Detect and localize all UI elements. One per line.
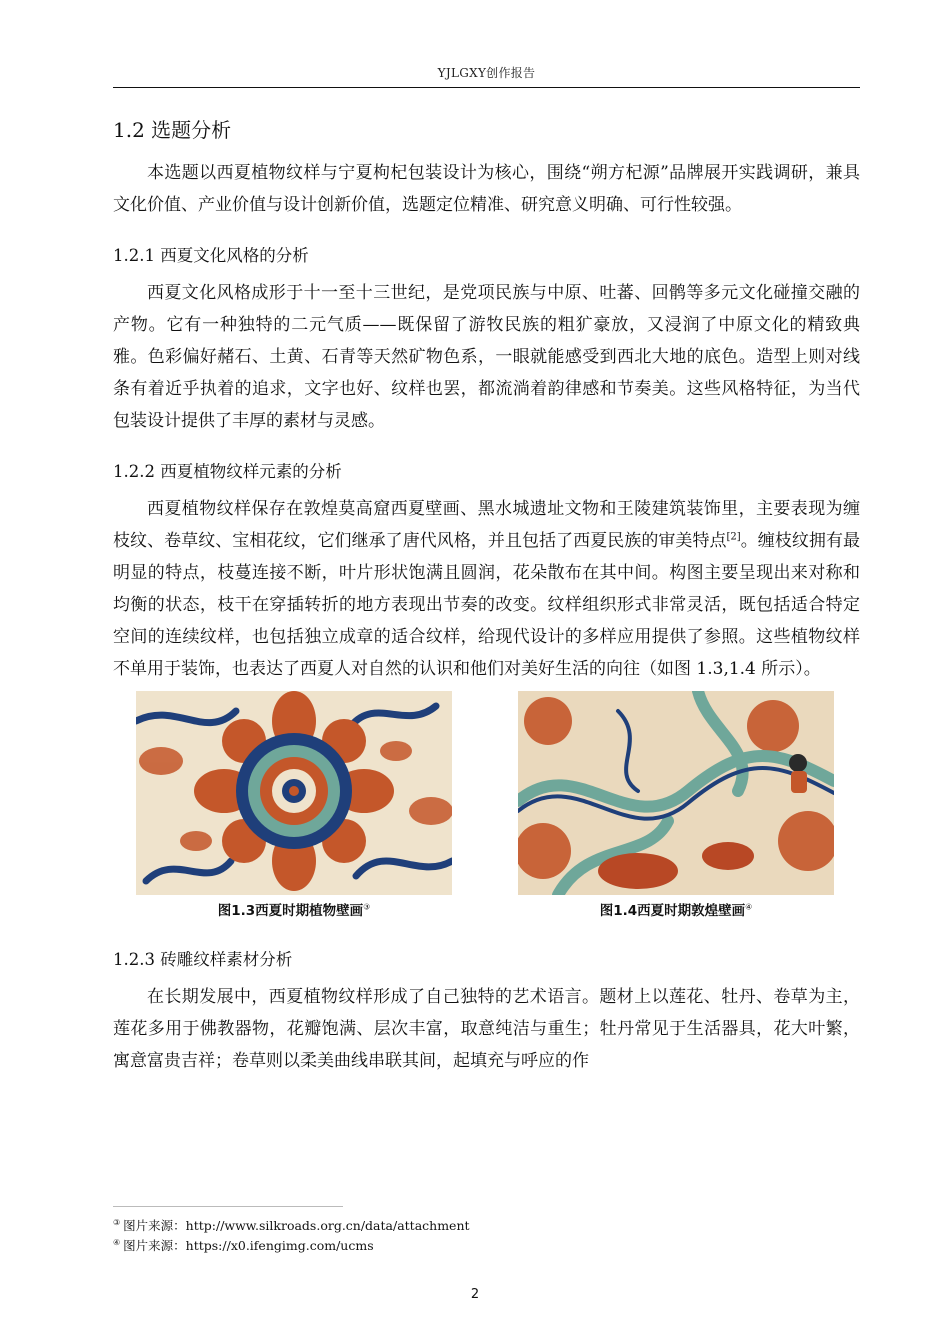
mural-image-lotus [136,691,452,895]
text-part-a: 西夏植物纹样保存在敦煌莫高窟西夏壁画、黑水城遗址文物和王陵建筑装饰里，主要表现为缠枝纹、卷草纹、宝相花纹，它们继承了唐代风格，并且包括了西夏民族的审美特点 [113,499,860,551]
section-intro: 本选题以西夏植物纹样与宁夏枸杞包装设计为核心，围绕“朔方杞源”品牌展开实践调研，兼具文化价值、产业价值与设计创新价值，选题定位精准、研究意义明确、可行性较强。 [113,163,860,215]
mural-image-scroll [518,691,834,895]
subsection-text-3: 在长期发展中，西夏植物纹样形成了自己独特的艺术语言。题材上以莲花、牡丹、卷草为主，莲花多用于佛教器物，花瓣饱满、层次丰富，取意纯洁与重生；牡丹常见于生活器具，花大叶繁，寓意富贵吉祥；卷草则以柔美曲线串联其间，起填充与呼应的作 [113,987,860,1071]
footnote-mark-3[interactable]: ③ [363,902,371,912]
citation-ref[interactable]: [2] [726,531,741,543]
running-header: YJLGXY创作报告 [437,66,536,80]
header-rule [113,87,860,88]
section-title: 1.2 选题分析 [113,118,232,142]
footnote-4: ④ 图片来源：https://x0.ifengimg.com/ucms [113,1237,374,1253]
figure-caption-1-4: 图1.4西夏时期敦煌壁画④ [599,902,753,919]
page-number: 2 [470,1287,480,1302]
subsection-text-2 [113,493,860,685]
page-content [113,112,860,1077]
footnote-mark-4[interactable]: ④ [745,902,753,912]
subsection-title-2: 1.2.2 西夏植物纹样元素的分析 [113,462,342,481]
footnote-rule [113,1206,343,1207]
footnote-3: ③ 图片来源：http://www.silkroads.org.cn/data/attachment [113,1217,470,1233]
subsection-title-3: 1.2.3 砖雕纹样素材分析 [113,950,293,969]
figure-1-3 [136,691,452,919]
figure-1-4 [518,691,834,919]
subsection-title-1: 1.2.1 西夏文化风格的分析 [113,246,309,265]
subsection-text-1: 西夏文化风格成形于十一至十三世纪，是党项民族与中原、吐蕃、回鹘等多元文化碰撞交融的产物。它有一种独特的二元气质——既保留了游牧民族的粗犷豪放，又浸润了中原文化的精致典雅。色彩偏好赭石、土黄、石青等天然矿物色系，一眼就能感受到西北大地的底色。造型上则对线条有着近乎执着的追求，文字也好、纹样也罢，都流淌着韵律感和节奏美。这些风格特征，为当代包装设计提供了丰厚的素材与灵感。 [113,283,860,431]
figure-row [113,691,860,923]
figure-caption-1-3: 图1.3西夏时期植物壁画③ [217,902,371,919]
text-part-b: 。缠枝纹拥有最明显的特点，枝蔓连接不断，叶片形状饱满且圆润，花朵散布在其中间。构图主要呈现出来对称和均衡的状态，枝干在穿插转折的地方表现出节奏的改变。纹样组织形式非常灵活，既包括适合特定空间的连续纹样，也包括独立成章的适合纹样，给现代设计的多样应用提供了参照。这些植物纹样不单用于装饰，也表达了西夏人对自然的认识和他们对美好生活的向往（如图 1.3,1.4 所示）。 [113,531,861,679]
